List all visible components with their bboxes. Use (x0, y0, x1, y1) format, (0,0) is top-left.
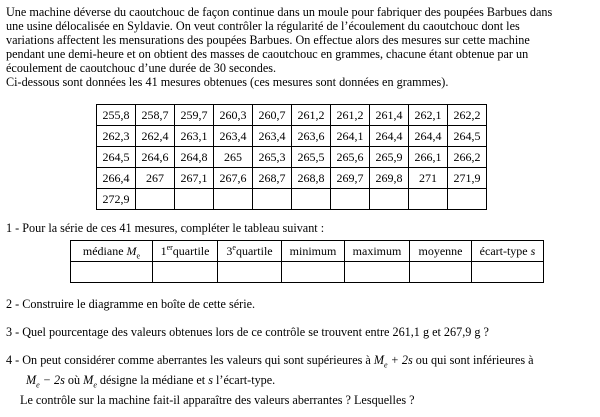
measures-row (97, 147, 487, 168)
header-median: médiane $M_e$ (71, 241, 153, 262)
measure-cell (214, 189, 253, 210)
question-4-line-3: Le contrôle sur la machine fait-il apparaître des valeurs aberrantes ? Lesquelles ? (20, 393, 415, 407)
measure-cell: 260,3 (214, 105, 253, 126)
measure-cell: 265 (214, 147, 253, 168)
intro-line: variations affectent les mensurations des poupées Barbues. On effectue alors des mesures sur cette machine (6, 33, 530, 47)
header-q3: 3equartile (218, 241, 282, 262)
summary-table (70, 240, 544, 283)
measure-cell: 264,5 (448, 126, 487, 147)
question-1: 1 - Pour la série de ces 41 mesures, compléter le tableau suivant : (6, 221, 325, 235)
measures-row (97, 126, 487, 147)
measure-cell: 267,1 (175, 168, 214, 189)
measure-cell: 271 (409, 168, 448, 189)
measure-cell: 266,1 (409, 147, 448, 168)
problem-statement (6, 5, 594, 89)
measure-cell (370, 189, 409, 210)
measure-cell: 265,9 (370, 147, 409, 168)
measure-cell: 266,2 (448, 147, 487, 168)
measure-cell: 263,4 (253, 126, 292, 147)
measure-cell: 266,4 (97, 168, 136, 189)
header-maximum: maximum (345, 241, 410, 262)
question-4-line-2: $M_e - 2s$ où $M_e$ désigne la médiane et s l’écart-type. (26, 373, 276, 390)
measure-cell: 267,6 (214, 168, 253, 189)
measure-cell: 265,3 (253, 147, 292, 168)
answer-cell[interactable] (410, 262, 472, 283)
measures-table (96, 104, 487, 210)
measure-cell: 264,8 (175, 147, 214, 168)
measure-cell: 272,9 (97, 189, 136, 210)
header-minimum: minimum (282, 241, 345, 262)
measure-cell: 268,7 (253, 168, 292, 189)
measure-cell: 262,3 (97, 126, 136, 147)
intro-line: écoulement de caoutchouc d’une durée de 30 secondes. (6, 61, 277, 75)
measure-cell (136, 189, 175, 210)
measure-cell: 263,6 (292, 126, 331, 147)
measure-cell: 263,4 (214, 126, 253, 147)
measure-cell: 255,8 (97, 105, 136, 126)
answer-cell[interactable] (71, 262, 153, 283)
header-moyenne: moyenne (410, 241, 472, 262)
measure-cell: 268,8 (292, 168, 331, 189)
intro-line: une usine délocalisée en Syldavie. On veut contrôler la régularité de l’écoulement du caoutchouc dont les (6, 19, 520, 33)
measure-cell (448, 189, 487, 210)
measure-cell: 264,5 (97, 147, 136, 168)
measure-cell: 264,1 (331, 126, 370, 147)
measure-cell: 258,7 (136, 105, 175, 126)
measure-cell: 267 (136, 168, 175, 189)
measure-cell: 264,6 (136, 147, 175, 168)
measure-cell: 264,4 (370, 126, 409, 147)
measure-cell: 263,1 (175, 126, 214, 147)
measure-cell: 259,7 (175, 105, 214, 126)
measure-cell: 269,7 (331, 168, 370, 189)
question-3: 3 - Quel pourcentage des valeurs obtenues lors de ce contrôle se trouvent entre 261,1 g et 267,9 g ? (6, 325, 489, 339)
measures-row (97, 168, 487, 189)
measure-cell: 262,2 (448, 105, 487, 126)
measure-cell: 262,1 (409, 105, 448, 126)
measure-cell: 261,2 (292, 105, 331, 126)
answer-cell[interactable] (153, 262, 218, 283)
answer-cell[interactable] (345, 262, 410, 283)
measures-row (97, 105, 487, 126)
measure-cell: 265,5 (292, 147, 331, 168)
measure-cell: 261,2 (331, 105, 370, 126)
question-2: 2 - Construire le diagramme en boîte de cette série. (6, 297, 256, 311)
measure-cell (292, 189, 331, 210)
intro-line: Une machine déverse du caoutchouc de façon continue dans un moule pour fabriquer des poupées Barbues dans (6, 5, 553, 19)
measure-cell (331, 189, 370, 210)
measure-cell (253, 189, 292, 210)
question-4-line-1: 4 - On peut considérer comme aberrantes les valeurs qui sont supérieures à $M_e + 2s$ ou qui sont inférieures à (6, 353, 534, 370)
intro-line: Ci-dessous sont données les 41 mesures obtenues (ces mesures sont données en grammes). (6, 75, 449, 89)
measure-cell (409, 189, 448, 210)
answer-cell[interactable] (472, 262, 544, 283)
measure-cell: 265,6 (331, 147, 370, 168)
measure-cell: 262,4 (136, 126, 175, 147)
measure-cell: 264,4 (409, 126, 448, 147)
header-q1: 1erquartile (153, 241, 218, 262)
intro-line: pendant une demi-heure et on obtient des masses de caoutchouc en grammes, chacune étant obtenue par un (6, 47, 529, 61)
header-ecart-type: écart-type s (472, 241, 544, 262)
answer-cell[interactable] (282, 262, 345, 283)
measures-row (97, 189, 487, 210)
measure-cell: 269,8 (370, 168, 409, 189)
measure-cell: 260,7 (253, 105, 292, 126)
measure-cell (175, 189, 214, 210)
measure-cell: 271,9 (448, 168, 487, 189)
answer-cell[interactable] (218, 262, 282, 283)
measure-cell: 261,4 (370, 105, 409, 126)
